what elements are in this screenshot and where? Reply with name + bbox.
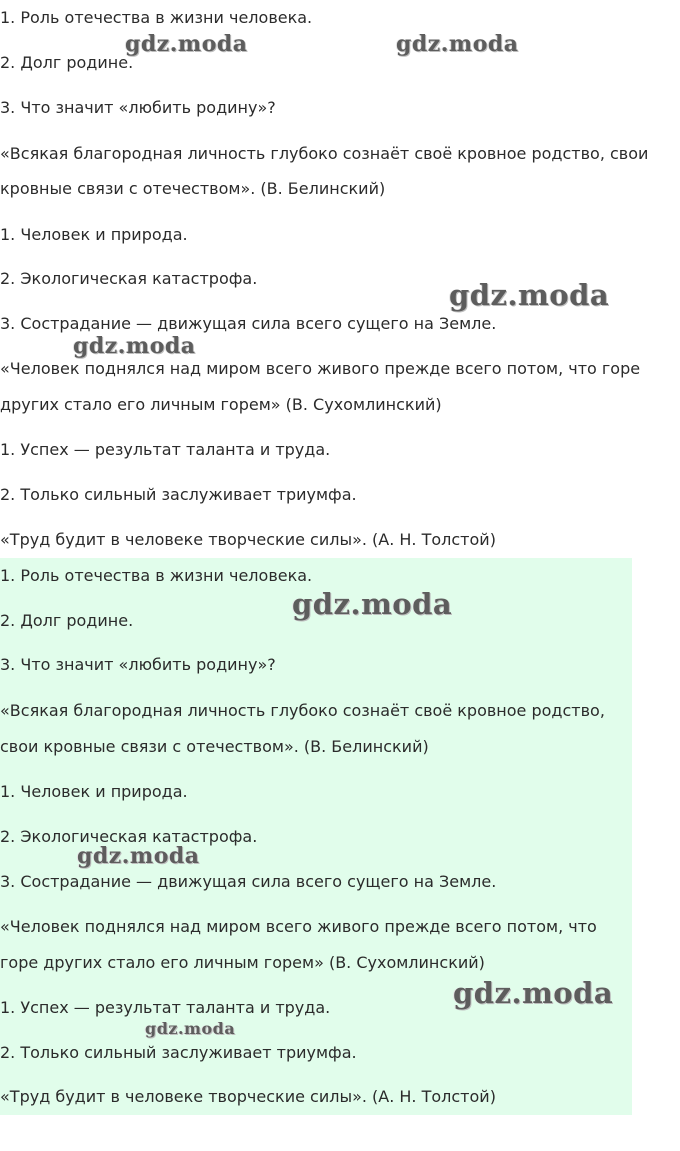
- quote-line: «Труд будит в человеке творческие силы». (А. Н. Толстой): [0, 1087, 496, 1106]
- quote-line: горе других стало его личным горем» (В. Сухомлинский): [0, 953, 485, 972]
- topic-line: 3. Что значит «любить родину»?: [0, 655, 276, 674]
- watermark: gdz.moda: [292, 587, 453, 621]
- topic-line: 3. Сострадание — движущая сила всего сущего на Земле.: [0, 872, 497, 891]
- quote-line: «Всякая благородная личность глубоко сознаёт своё кровное родство, свои: [0, 144, 649, 163]
- topic-line: 1. Роль отечества в жизни человека.: [0, 8, 313, 27]
- topic-line: 1. Успех — результат таланта и труда.: [0, 440, 331, 459]
- topic-line: 2. Долг родине.: [0, 53, 134, 72]
- essay-topics-block-2: [0, 558, 632, 1115]
- quote-line: свои кровные связи с отечеством». (В. Белинский): [0, 737, 429, 756]
- quote-line: других стало его личным горем» (В. Сухомлинский): [0, 395, 442, 414]
- watermark: gdz.moda: [453, 976, 614, 1010]
- topic-line: 1. Роль отечества в жизни человека.: [0, 566, 313, 585]
- topic-line: 1. Человек и природа.: [0, 225, 188, 244]
- watermark: gdz.moda: [125, 31, 248, 57]
- topic-line: 3. Сострадание — движущая сила всего сущего на Земле.: [0, 314, 497, 333]
- topic-line: 1. Человек и природа.: [0, 782, 188, 801]
- quote-line: кровные связи с отечеством». (В. Белинский): [0, 179, 386, 198]
- topic-line: 3. Что значит «любить родину»?: [0, 98, 276, 117]
- quote-line: «Труд будит в человеке творческие силы». (А. Н. Толстой): [0, 530, 496, 549]
- topic-line: 2. Только сильный заслуживает триумфа.: [0, 485, 357, 504]
- watermark: gdz.moda: [73, 333, 196, 359]
- quote-line: «Человек поднялся над миром всего живого прежде всего потом, что горе: [0, 359, 641, 378]
- topic-line: 2. Экологическая катастрофа.: [0, 269, 258, 288]
- topic-line: 2. Долг родине.: [0, 611, 134, 630]
- quote-line: «Всякая благородная личность глубоко сознаёт своё кровное родство,: [0, 701, 605, 720]
- topic-line: 1. Успех — результат таланта и труда.: [0, 998, 331, 1017]
- topic-line: 2. Только сильный заслуживает триумфа.: [0, 1043, 357, 1062]
- watermark: gdz.moda: [449, 278, 610, 312]
- watermark: gdz.moda: [145, 1019, 236, 1038]
- topic-line: 2. Экологическая катастрофа.: [0, 827, 258, 846]
- watermark: gdz.moda: [396, 31, 519, 57]
- quote-line: «Человек поднялся над миром всего живого прежде всего потом, что: [0, 917, 597, 936]
- watermark: gdz.moda: [77, 843, 200, 869]
